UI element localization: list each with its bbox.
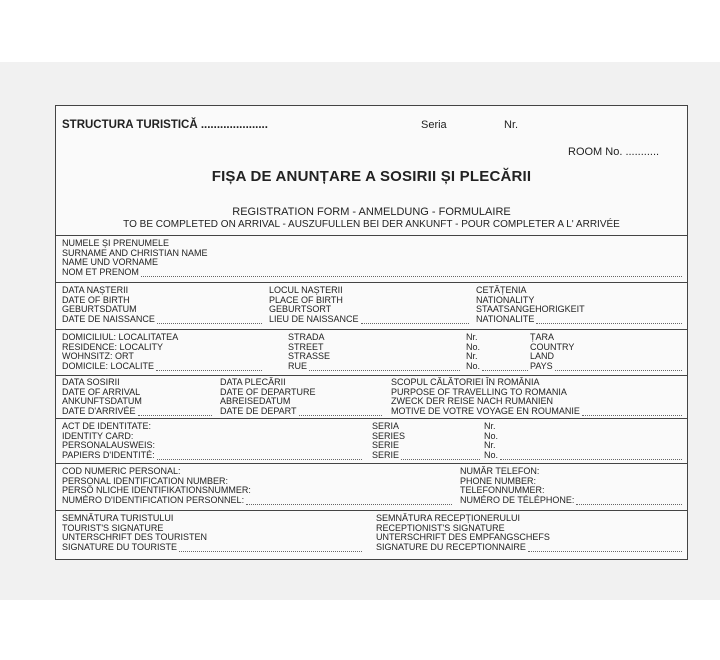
identity-section — [56, 422, 687, 464]
domicile-section — [56, 333, 687, 375]
locality-field[interactable] — [156, 362, 262, 372]
room-label: ROOM No. ........... — [568, 146, 660, 158]
street-field[interactable] — [309, 362, 460, 372]
tourist-signature-label-ro: SEMNĂTURA TURISTULUI — [62, 513, 174, 523]
id-series-label-de: SERIE — [372, 440, 400, 450]
street-no-label-ro: Nr. — [466, 332, 478, 342]
nationality-label-fr: NATIONALITE — [476, 313, 535, 324]
divider — [56, 375, 687, 376]
receptionist-signature-label-en: RECEPTIONIST'S SIGNATURE — [376, 522, 505, 533]
street-no-label-en: No. — [466, 341, 481, 352]
divider — [56, 282, 687, 283]
purpose-field[interactable] — [582, 407, 682, 417]
id-no-label-ro: Nr. — [484, 421, 496, 431]
phone-label-de: TELEFONNUMMER: — [460, 485, 545, 495]
birth-date-field[interactable] — [157, 315, 262, 325]
tourist-signature-label-de: UNTERSCHRIFT DES TOURISTEN — [62, 532, 208, 542]
nr-label: Nr. — [504, 119, 519, 131]
name-label-de: NAME UND VORNAME — [62, 257, 159, 267]
birth-place-label-de: GEBURTSORT — [269, 304, 332, 314]
tourist-signature-field[interactable] — [179, 543, 362, 553]
birth-date-label-de: GEBURTSDATUM — [62, 304, 137, 314]
nationality-field[interactable] — [536, 315, 682, 325]
receptionist-signature-label-ro: SEMNĂTURA RECEPȚIONERULUI — [376, 513, 521, 523]
purpose-label-fr: MOTIVE DE VOTRE VOYAGE EN ROUMANIE — [391, 405, 580, 416]
country-label-fr: PAYS — [530, 360, 553, 371]
id-no-label-en: No. — [484, 430, 499, 441]
departure-label-ro: DATA PLECĂRII — [220, 377, 286, 387]
id-no-field[interactable] — [500, 451, 682, 461]
domicile-label-ro: DOMICILIUL: LOCALITATEA — [62, 332, 179, 342]
personal-code-label-fr: NUMÉRO D'IDENTIFICATION PERSONNEL: — [62, 494, 245, 505]
departure-label-de: ABREISEDATUM — [220, 396, 291, 406]
birth-place-label-en: PLACE OF BIRTH — [269, 294, 343, 305]
id-series-label-fr: SERIE — [372, 449, 400, 460]
birth-place-label-fr: LIEU DE NAISSANCE — [269, 313, 359, 324]
form-title: FIȘA DE ANUNȚARE A SOSIRII ȘI PLECĂRII — [211, 168, 532, 185]
birth-date-label-en: DATE OF BIRTH — [62, 294, 130, 305]
signature-section — [56, 514, 687, 556]
receptionist-signature-label-de: UNTERSCHRIFT DES EMPFANGSCHEFS — [376, 532, 550, 542]
name-label-ro: NUMELE ȘI PRENUMELE — [62, 238, 170, 248]
purpose-label-ro: SCOPUL CĂLĂTORIEI ÎN ROMÂNIA — [391, 377, 540, 387]
domicile-label-en: RESIDENCE: LOCALITY — [62, 341, 164, 352]
country-label-ro: ȚARA — [530, 332, 555, 342]
birth-place-label-ro: LOCUL NAȘTERII — [269, 285, 343, 295]
domicile-label-de: WOHNSITZ: ORT — [62, 351, 134, 361]
arrival-label-ro: DATA SOSIRII — [62, 377, 120, 387]
receptionist-signature-label-fr: SIGNATURE DU RECEPTIONNAIRE — [376, 541, 526, 552]
id-card-label-fr: PAPIERS D'IDENTITÉ: — [62, 449, 155, 460]
arrival-field[interactable] — [138, 407, 212, 417]
id-series-field[interactable] — [401, 451, 480, 461]
country-label-de: LAND — [530, 351, 555, 361]
domicile-label-fr: DOMICILE: LOCALITE — [62, 360, 155, 371]
id-card-label-ro: ACT DE IDENTITATE: — [62, 421, 152, 431]
personal-code-label-de: PERSÖ NLICHE IDENTIFIKATIONSNUMMER: — [62, 485, 251, 495]
country-field[interactable] — [555, 362, 682, 372]
departure-field[interactable] — [299, 407, 382, 417]
personal-code-section — [56, 467, 687, 509]
travel-section — [56, 378, 687, 420]
arrival-label-en: DATE OF ARRIVAL — [62, 386, 141, 397]
id-no-label-de: Nr. — [484, 440, 496, 450]
divider — [56, 418, 687, 419]
street-no-field[interactable] — [482, 362, 528, 372]
divider — [56, 329, 687, 330]
street-no-label-de: Nr. — [466, 351, 478, 361]
form-subtitle: REGISTRATION FORM - ANMELDUNG - FORMULAIRE — [232, 206, 511, 218]
form-instruction: TO BE COMPLETED ON ARRIVAL - AUSZUFULLEN BEI DER ANKUNFT - POUR COMPLETER A L' ARRIVÉE — [123, 219, 620, 230]
street-label-de: STRASSE — [288, 351, 331, 361]
arrival-label-fr: DATE D'ARRIVÉE — [62, 405, 136, 416]
name-label-en: SURNAME AND CHRISTIAN NAME — [62, 247, 208, 258]
tourist-signature-label-en: TOURIST'S SIGNATURE — [62, 522, 164, 533]
departure-label-en: DATE OF DEPARTURE — [220, 386, 316, 397]
tourist-signature-label-fr: SIGNATURE DU TOURISTE — [62, 541, 178, 552]
divider — [56, 235, 687, 236]
id-card-label-en: IDENTITY CARD: — [62, 430, 134, 441]
arrival-label-de: ANKUNFTSDATUM — [62, 396, 142, 406]
name-section — [56, 239, 687, 281]
street-label-en: STREET — [288, 341, 324, 352]
phone-label-en: PHONE NUMBER: — [460, 475, 537, 486]
nationality-label-ro: CETĂȚENIA — [476, 285, 527, 295]
personal-code-label-en: PERSONAL IDENTIFICATION NUMBER: — [62, 475, 229, 486]
id-series-label-en: SERIES — [372, 430, 406, 441]
street-label-fr: RUE — [288, 360, 308, 371]
birth-section — [56, 286, 687, 328]
name-label-fr: NOM ET PRENOM — [62, 266, 139, 277]
personal-code-field[interactable] — [246, 496, 452, 506]
seria-label: Seria — [421, 119, 447, 131]
nationality-label-en: NATIONALITY — [476, 294, 535, 305]
name-field[interactable] — [141, 268, 682, 278]
departure-label-fr: DATE DE DEPART — [220, 405, 297, 416]
street-no-label-fr: No. — [466, 360, 481, 371]
nationality-label-de: STAATSANGEHORIGKEIT — [476, 304, 585, 314]
phone-label-fr: NUMÉRO DE TÉLÉPHONE: — [460, 494, 575, 505]
personal-code-label-ro: COD NUMERIC PERSONAL: — [62, 466, 181, 476]
country-label-en: COUNTRY — [530, 341, 575, 352]
registration-form — [55, 105, 688, 560]
birth-date-label-ro: DATA NAȘTERII — [62, 285, 129, 295]
phone-label-ro: NUMĂR TELEFON: — [460, 466, 540, 476]
id-card-label-de: PERSONALAUSWEIS: — [62, 440, 156, 450]
street-label-ro: STRADA — [288, 332, 325, 342]
birth-place-field[interactable] — [361, 315, 469, 325]
purpose-label-en: PURPOSE OF TRAVELLING TO ROMANIA — [391, 386, 567, 397]
structure-label: STRUCTURA TURISTICĂ ..................... — [62, 119, 268, 131]
id-card-field[interactable] — [157, 451, 362, 461]
receptionist-signature-field[interactable] — [528, 543, 682, 553]
id-series-label-ro: SERIA — [372, 421, 400, 431]
divider — [56, 463, 687, 464]
id-no-label-fr: No. — [484, 449, 499, 460]
birth-date-label-fr: DATE DE NAISSANCE — [62, 313, 155, 324]
divider — [56, 510, 687, 511]
phone-field[interactable] — [576, 496, 682, 506]
purpose-label-de: ZWECK DER REISE NACH RUMANIEN — [391, 396, 554, 406]
